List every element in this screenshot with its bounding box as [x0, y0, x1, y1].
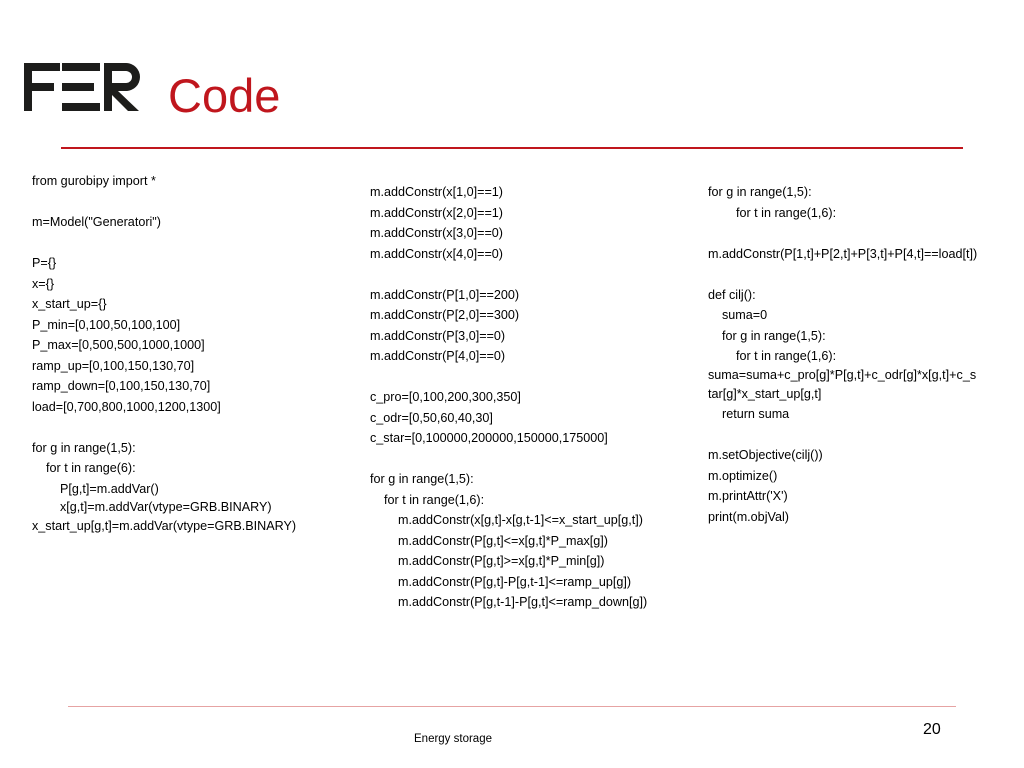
code-line: x={} [32, 276, 55, 291]
code-line: m.addConstr(P[g,t]-P[g,t-1]<=ramp_up[g]) [370, 574, 632, 589]
code-line: from gurobipy import * [32, 174, 156, 188]
code-line: P_min=[0,100,50,100,100] [32, 317, 181, 332]
code-line: def cilj(): [708, 287, 756, 302]
code-line: m.addConstr(x[4,0]==0) [370, 246, 503, 261]
code-line [32, 417, 296, 438]
code-line: for t in range(1,6): [708, 349, 837, 363]
code-line: m.addConstr(P[g,t-1]-P[g,t]<=ramp_down[g]) [370, 595, 648, 609]
code-line: m.addConstr(P[3,0]==0) [370, 328, 506, 343]
code-line: for g in range(1,5): [708, 185, 812, 199]
code-line: m.addConstr(P[g,t]>=x[g,t]*P_min[g]) [370, 554, 605, 568]
code-line: for g in range(1,5): [370, 472, 474, 486]
page-number: 20 [923, 721, 941, 738]
code-line: m.addConstr(P[1,t]+P[2,t]+P[3,t]+P[4,t]==load[t]) [708, 246, 978, 261]
code-line: suma=suma+c_pro[g]*P[g,t]+c_odr[g]*x[g,t]+c_s [708, 367, 977, 382]
code-line: P[g,t]=m.addVar() [32, 481, 159, 496]
code-line: m.optimize() [708, 468, 778, 483]
page-title: Code [168, 69, 281, 122]
footer-divider [68, 706, 956, 707]
code-line: m.addConstr(P[2,0]==300) [370, 308, 520, 322]
code-line [370, 449, 647, 470]
code-line: P={} [32, 256, 57, 270]
code-line: load=[0,700,800,1000,1200,1300] [32, 399, 221, 414]
code-column-2 [370, 182, 647, 613]
code-line: ramp_down=[0,100,150,130,70] [32, 379, 211, 393]
code-line: m.addConstr(P[g,t]<=x[g,t]*P_max[g]) [370, 533, 608, 548]
code-line: for g in range(1,5): [708, 328, 826, 343]
code-line: P_max=[0,500,500,1000,1000] [32, 338, 205, 352]
code-line: m.printAttr('X') [708, 489, 788, 503]
code-line: tar[g]*x_start_up[g,t] [708, 386, 822, 401]
code-line: m.addConstr(x[2,0]==1) [370, 205, 503, 220]
code-line: m=Model("Generatori") [32, 215, 161, 229]
footer-text: Energy storage [414, 733, 492, 745]
code-line: c_odr=[0,50,60,40,30] [370, 410, 493, 425]
code-line: return suma [708, 407, 790, 421]
code-line: m.addConstr(P[1,0]==200) [370, 287, 520, 302]
code-line [708, 425, 977, 446]
code-line: for g in range(1,5): [32, 440, 136, 455]
code-line [32, 192, 296, 213]
title-divider [61, 147, 963, 149]
code-line [708, 223, 977, 244]
code-column-1 [32, 171, 296, 537]
code-line [370, 367, 647, 388]
code-line [370, 264, 647, 285]
code-line: x_start_up={} [32, 297, 107, 311]
code-column-3 [708, 182, 977, 527]
code-line: m.addConstr(P[4,0]==0) [370, 349, 506, 363]
code-line: m.addConstr(x[3,0]==0) [370, 226, 503, 240]
code-line [708, 264, 977, 285]
code-line: m.setObjective(cilj()) [708, 448, 823, 462]
code-line: for t in range(6): [32, 461, 136, 475]
code-line: ramp_up=[0,100,150,130,70] [32, 358, 195, 373]
code-line [32, 233, 296, 254]
code-line: x[g,t]=m.addVar(vtype=GRB.BINARY) [32, 500, 272, 514]
fer-logo [24, 63, 140, 111]
code-line: print(m.objVal) [708, 509, 789, 524]
code-line: m.addConstr(x[1,0]==1) [370, 185, 503, 199]
code-line: for t in range(1,6): [370, 492, 485, 507]
code-line: c_pro=[0,100,200,300,350] [370, 390, 521, 404]
code-line: c_star=[0,100000,200000,150000,175000] [370, 431, 608, 445]
code-line: m.addConstr(x[g,t]-x[g,t-1]<=x_start_up[g,t]) [370, 513, 643, 527]
code-line: suma=0 [708, 308, 768, 322]
code-line: x_start_up[g,t]=m.addVar(vtype=GRB.BINARY) [32, 519, 297, 533]
code-line: for t in range(1,6): [708, 205, 837, 220]
